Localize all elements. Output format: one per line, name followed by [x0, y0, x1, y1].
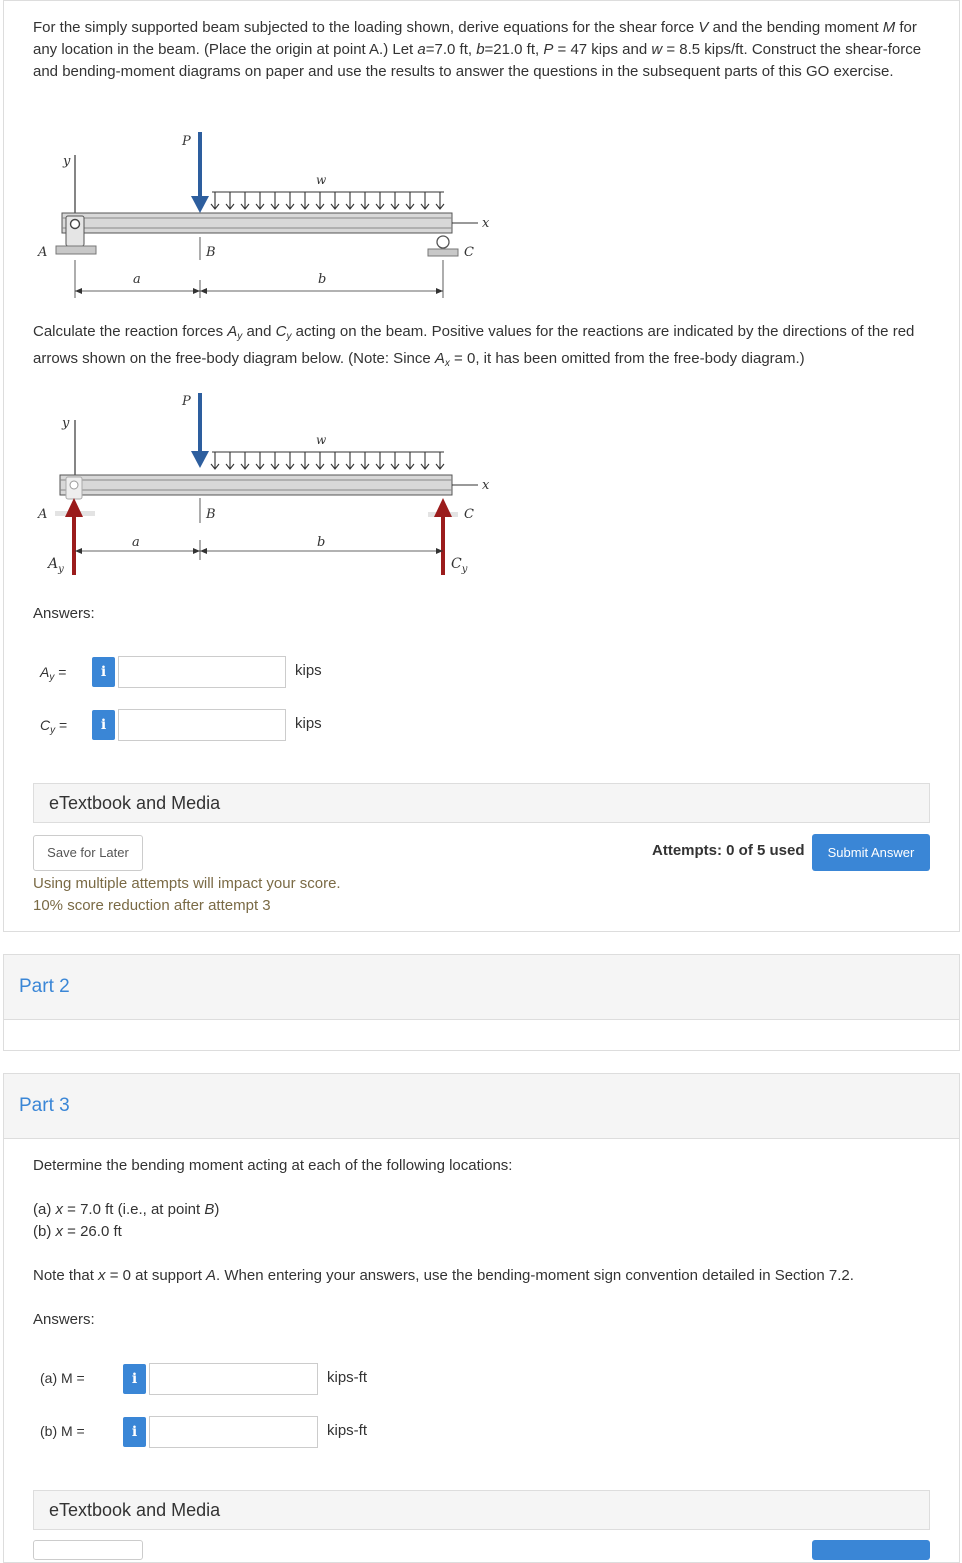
beam-figure	[0, 120, 520, 310]
ma-unit: kips-ft	[327, 1369, 368, 1386]
fbd-w-label: w	[316, 433, 327, 447]
submit-button-partial[interactable]	[812, 1540, 930, 1560]
fbd-ay-label: $A_y$	[48, 556, 64, 575]
fbd-x-label: x	[482, 478, 490, 493]
cy-input[interactable]	[118, 709, 286, 741]
free-body-figure	[0, 385, 520, 585]
fbd-beam	[60, 475, 452, 495]
ay-input[interactable]	[118, 656, 286, 688]
reaction-arrow-cy	[434, 498, 452, 575]
cy-info-icon[interactable]: i	[92, 710, 115, 740]
save-for-later-button[interactable]: Save for Later	[33, 835, 143, 871]
free-body-diagram	[37, 393, 490, 575]
roller-support-c	[428, 236, 458, 256]
part2-header[interactable]	[4, 955, 959, 1020]
load-p-label: P	[182, 134, 191, 149]
ay-label: $A_y$ =	[40, 664, 67, 683]
point-a-label: A	[38, 245, 48, 260]
reaction-instructions: Calculate the reaction forces $A_y$ and $C_y$ acting on the beam. Positive values for the reactions are indicated by the directions of the red arrows shown on the free-body diagram below. (Note: Since $A_x = 0$, it has been omitted from the free-body diagram.)	[33, 323, 915, 369]
fbd-p-label: P	[182, 394, 191, 409]
fbd-dim-b-label: b	[317, 535, 326, 550]
fbd-dim-a-label: a	[132, 535, 140, 550]
mb-input[interactable]	[149, 1416, 318, 1448]
attempts-warning: Using multiple attempts will impact your score. 10% score reduction after attempt 3	[33, 875, 341, 914]
fbd-distributed-load	[211, 452, 444, 469]
dim-b-label: b	[318, 272, 327, 287]
part3-question: Determine the bending moment acting at each of the following locations:	[33, 1157, 513, 1174]
sign-convention-note: Note that x = 0 at support A. When entering your answers, use the bending-moment sign convention detailed in Section 7.2.	[33, 1267, 854, 1284]
beam-diagram	[37, 132, 490, 298]
fbd-y-label: y	[62, 416, 70, 431]
fbd-point-c-label: C	[464, 507, 474, 522]
ma-info-icon[interactable]: i	[123, 1364, 146, 1394]
point-c-label: C	[464, 245, 474, 260]
submit-answer-button[interactable]: Submit Answer	[812, 834, 930, 871]
answers-label-3: Answers:	[33, 1311, 95, 1328]
part3-header[interactable]	[4, 1074, 959, 1139]
point-b-label: B	[206, 245, 216, 260]
ma-input[interactable]	[149, 1363, 318, 1395]
mb-label: (b) M =	[40, 1423, 85, 1439]
mb-info-icon[interactable]: i	[123, 1417, 146, 1447]
etextbook-media-3[interactable]: eTextbook and Media	[33, 1490, 930, 1530]
load-w-label: w	[316, 173, 327, 187]
location-list	[33, 1199, 933, 1243]
ma-label: (a) M =	[40, 1370, 85, 1386]
x-axis-label: x	[482, 216, 490, 231]
etextbook-media-1[interactable]: eTextbook and Media	[33, 783, 930, 823]
distributed-load-w	[211, 192, 444, 209]
part3-title: Part 3	[19, 1095, 70, 1116]
attempts-text: Attempts: 0 of 5 used	[652, 842, 805, 859]
part2-card	[3, 954, 960, 1051]
answers-label-1: Answers:	[33, 605, 95, 622]
ay-info-icon[interactable]: i	[92, 657, 115, 687]
fbd-cy-label: $C_y$	[451, 556, 468, 575]
cy-label: $C_y$ =	[40, 717, 68, 736]
y-axis-label: y	[63, 154, 71, 169]
fbd-point-a-label: A	[38, 507, 48, 522]
fbd-point-b-label: B	[206, 507, 216, 522]
reaction-arrow-ay	[65, 498, 83, 575]
save-button-partial[interactable]	[33, 1540, 143, 1560]
problem-statement: For the simply supported beam subjected to the loading shown, derive equations for the shear force V and the bending moment M for any location in the beam. (Place the origin at point A.) Let a=7.0 ft, b=21.0 ft, P = 47 kips and w = 8.5 kips/ft. Construct the shear-force and bending-moment diagrams on paper and use the results to answer the questions in the subsequent parts of this GO exercise.	[33, 19, 922, 80]
mb-unit: kips-ft	[327, 1422, 368, 1439]
dim-a-label: a	[133, 272, 141, 287]
cy-unit: kips	[295, 715, 322, 732]
part2-title: Part 2	[19, 976, 70, 997]
location-a: (a) x = 7.0 ft (i.e., at point B)	[33, 1201, 220, 1218]
beam	[62, 213, 452, 233]
ay-unit: kips	[295, 662, 322, 679]
location-b: (b) x = 26.0 ft	[33, 1223, 122, 1240]
